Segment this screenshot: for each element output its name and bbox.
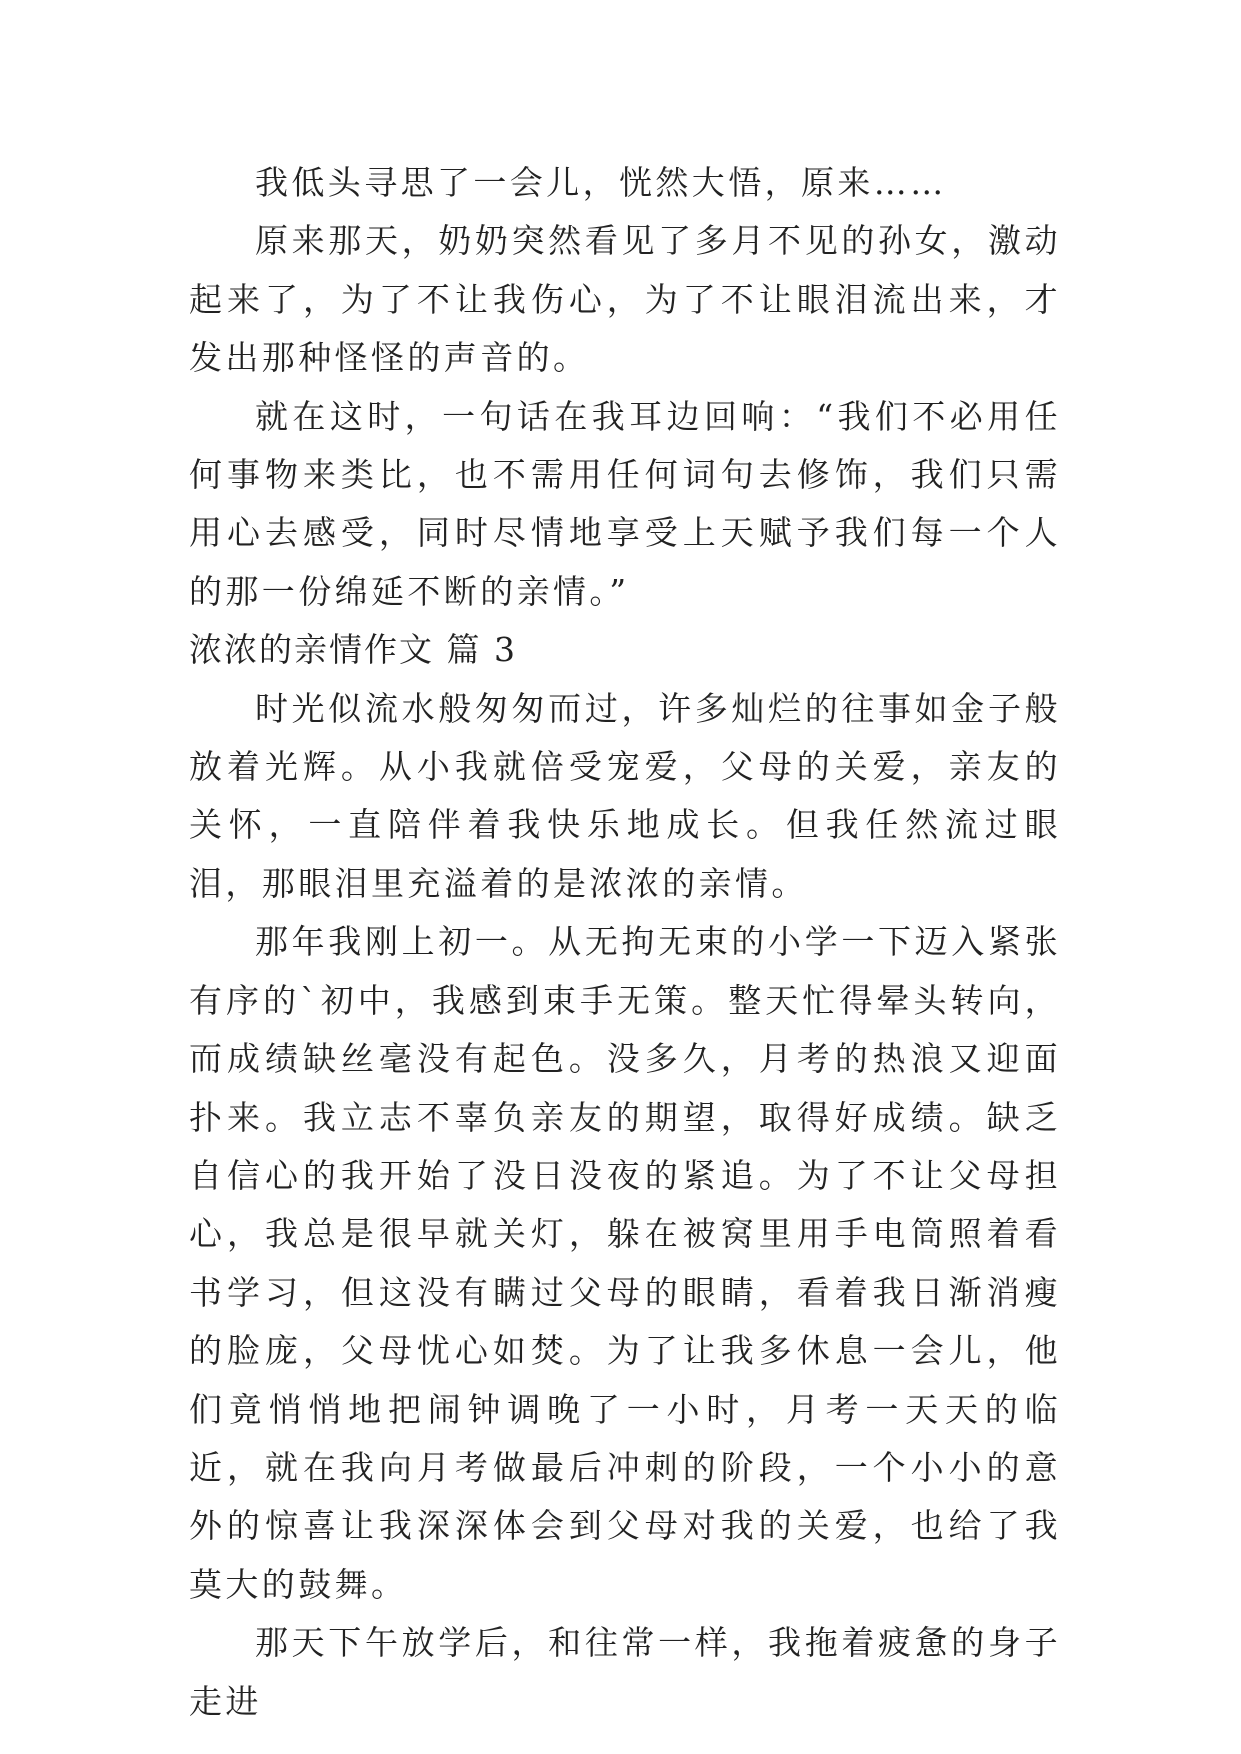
paragraph: 那年我刚上初一。从无拘无束的小学一下迈入紧张有序的`初中，我感到束手无策。整天忙得晕头转向，而成绩缺丝毫没有起色。没多久，月考的热浪又迎面扑来。我立志不辜负亲友的期望，取得好成绩。缺乏自信心的我开始了没日没夜的紧追。为了不让父母担心，我总是很早就关灯，躲在被窝里用手电筒照着看书学习，但这没有瞒过父母的眼睛，看着我日渐消瘦的脸庞，父母忧心如焚。为了让我多休息一会儿，他们竟悄悄地把闹钟调晚了一小时，月考一天天的临近，就在我向月考做最后冲刺的阶段，一个小小的意外的惊喜让我深深体会到父母对我的关爱，也给了我莫大的鼓舞。 bbox=[189, 922, 1061, 1604]
document-page bbox=[189, 154, 1061, 1731]
paragraph: 我低头寻思了一会儿，恍然大悟，原来…… bbox=[255, 163, 947, 202]
paragraph: 原来那天，奶奶突然看见了多月不见的孙女，激动起来了，为了不让我伤心，为了不让眼泪流出来，才发出那种怪怪的声音的。 bbox=[189, 221, 1061, 378]
section-heading: 浓浓的亲情作文 篇 3 bbox=[189, 630, 517, 670]
paragraph: 那天下午放学后，和往常一样，我拖着疲惫的身子走进 bbox=[189, 1623, 1061, 1721]
paragraph: 就在这时，一句话在我耳边回响：“我们不必用任何事物来类比，也不需用任何词句去修饰，我们只需用心去感受，同时尽情地享受上天赋予我们每一个人的那一份绵延不断的亲情。” bbox=[189, 396, 1061, 611]
paragraph: 时光似流水般匆匆而过，许多灿烂的往事如金子般放着光辉。从小我就倍受宠爱，父母的关爱，亲友的关怀，一直陪伴着我快乐地成长。但我任然流过眼泪，那眼泪里充溢着的是浓浓的亲情。 bbox=[189, 688, 1061, 903]
